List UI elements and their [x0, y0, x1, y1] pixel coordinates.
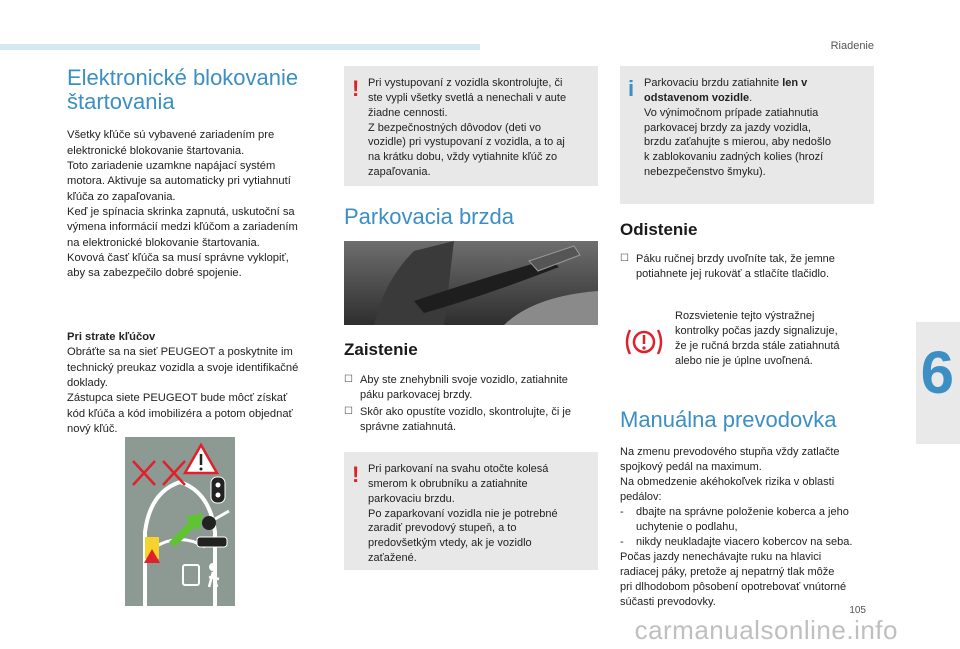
info-icon: i: [628, 76, 635, 101]
header-bar: [0, 44, 480, 50]
parking-brake-title: Parkovacia brzda: [344, 204, 514, 229]
key-icon: [202, 516, 216, 530]
list-item: ☐ Skôr ako opustíte vozidlo, skontrolujte, či je správne zatiahnutá.: [344, 405, 571, 433]
list-item: - nikdy neukladajte viacero kobercov na seba.: [620, 535, 853, 548]
chapter-number: 6: [920, 339, 954, 406]
release-instructions: [620, 252, 874, 284]
list-item: ☐ Aby ste znehybnili svoje vozidlo, zatiahnite páku parkovacej brzdy.: [344, 374, 568, 401]
checkbox-bullet-icon: ☐: [620, 253, 629, 264]
flip-key-icon: [197, 537, 227, 547]
checkbox-bullet-icon: ☐: [344, 374, 353, 385]
checkbox-bullet-icon: ☐: [344, 405, 353, 417]
release-title: Odistenie: [620, 220, 698, 239]
apply-title: Zaistenie: [344, 340, 418, 359]
info-box-brake: i Parkovaciu brzdu zatiahnite len v odstavenom vozidle. Vo výnimočnom prípade zatiahnutia parkovacej brzdy za jazdy vozidla, brzdu zaťahujte s mierou, aby nedošlo k zablokovaniu zadných kolies (hrozí nebezpečenstvo šmyku).: [620, 66, 874, 204]
brake-warning-lamp-icon: [624, 326, 664, 358]
pedestrian-icon: [209, 563, 217, 571]
apply-instructions: [344, 373, 598, 436]
key-fob-icon: [211, 477, 225, 503]
lamp-description: Rozsvietenie tejto výstražnej kontrolky počas jazdy signalizuje, že je ručná brzda stále zatiahnutá alebo nie je úplne uvoľnená.: [675, 310, 840, 368]
immobilizer-illustration: [125, 437, 235, 606]
lost-keys-title: Pri strate kľúčov: [67, 330, 156, 343]
page-number: 105: [849, 605, 866, 616]
warning-exclamation-icon: !: [352, 76, 360, 101]
immobilizer-title: Elektronické blokovanie štartovania: [67, 65, 299, 115]
immobilizer-intro: Všetky kľúče sú vybavené zariadením pre elektronické blokovanie štartovania. Toto zariadenie uzamkne napájací systém motora. Aktivuje sa automaticky pri vytiahnutí kľúča zo zapaľovania. Keď je spínacia skrinka zapnutá, uskutoční sa výmena informácií medzi kľúčom a zariadením na elektronické blokovanie štartovania. Kovová časť kľúča sa musí správne vyklopiť, aby sa zabezpečilo dobré spojenie.: [67, 129, 298, 280]
lost-keys-section: Pri strate kľúčov Obráťte sa na sieť PEUGEOT a poskytnite im technický preukaz vozidla a svoje identifikačné doklady. Zástupca siete PEUGEOT bude môcť získať kód kľúča a kód imobilizéra a potom objednať nový kľúč.: [67, 330, 323, 437]
manual-gearbox-text: Na zmenu prevodového stupňa vždy zatlačte spojkový pedál na maximum. Na obmedzenie akéhokoľvek rizika v oblasti pedálov: - dbajte na správne položenie koberca a jeho uchytenie o podlahu, - nikdy neukladajte viacero kobercov na seba. Počas jazdy nenechávajte ruku na hlavici radiacej páky, pretože aj nepatrný tlak môže pri dlhodobom pôsobení opotrebovať vnútorné súčasti prevodovky.: [620, 445, 880, 610]
watermark: carmanualsonline.info: [634, 615, 898, 645]
column-immobilizer: [67, 66, 323, 437]
warning-box-slope: ! Pri parkovaní na svahu otočte kolesá smerom k obrubníku a zatiahnite parkovaciu brzdu. Po zaparkovaní vozidla nie je potrebné zaradiť prevodový stupeň, a to predovšetkým vtedy, ak je vozidlo zaťažené.: [344, 452, 598, 570]
warning-box-exit: ! Pri vystupovaní z vozidla skontrolujte, či ste vypli všetky svetlá a nenechali v aute žiadne cennosti. Z bezpečnostných dôvodov (deti vo vozidle) pri vystupovaní z vozidla, a to aj na krátku dobu, vždy vytiahnite kľúč zo zapaľovania.: [344, 66, 598, 186]
warning-exclamation-icon: !: [352, 462, 360, 487]
parking-brake-photo: [344, 241, 598, 325]
list-item: ☐ Páku ručnej brzdy uvoľníte tak, že jemne potiahnete jej rukoväť a stlačíte tlačidlo.: [620, 253, 835, 280]
list-item: - dbajte na správne položenie koberca a jeho uchytenie o podlahu,: [620, 506, 849, 534]
section-label: Riadenie: [830, 40, 874, 52]
manual-gearbox-title: Manuálna prevodovka: [620, 407, 837, 432]
